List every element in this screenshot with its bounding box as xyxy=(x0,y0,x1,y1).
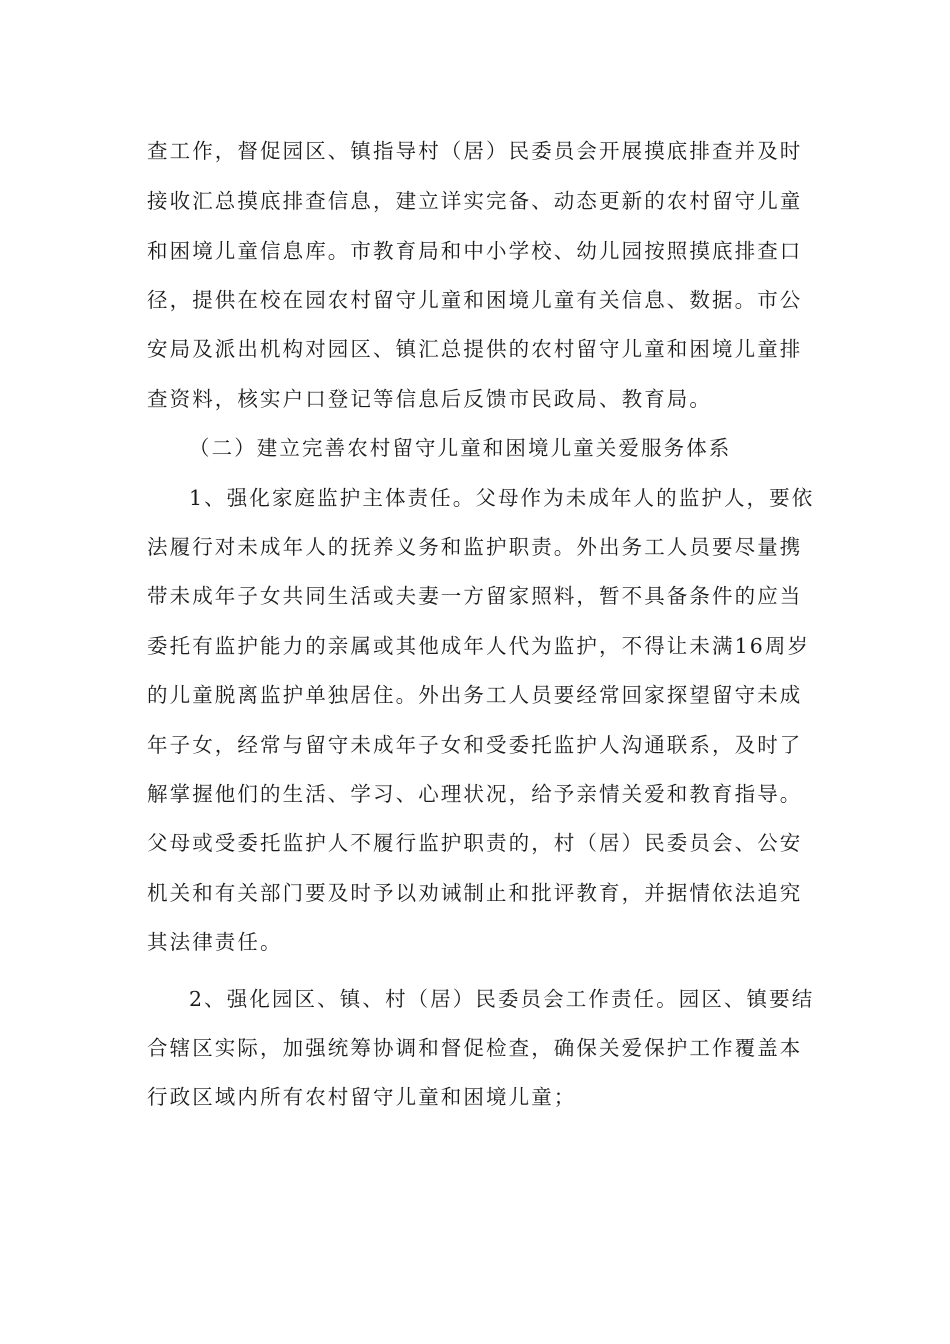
text-line: 查资料，核实户口登记等信息后反馈市民政局、教育局。 xyxy=(147,387,712,411)
text-line: 径，提供在校在园农村留守儿童和困境儿童有关信息、数据。市公 xyxy=(147,288,803,312)
text-line: 带未成年子女共同生活或夫妻一方留家照料，暂不具备条件的应当 xyxy=(147,584,803,608)
text-line: 安局及派出机构对园区、镇汇总提供的农村留守儿童和困境儿童排 xyxy=(147,337,803,361)
text-line: 机关和有关部门要及时予以劝诫制止和批评教育，并据情依法追究 xyxy=(147,881,803,905)
text-line: 接收汇总摸底排查信息，建立详实完备、动态更新的农村留守儿童 xyxy=(147,189,803,213)
text-line: 的儿童脱离监护单独居住。外出务工人员要经常回家探望留守未成 xyxy=(147,683,803,707)
text-line: 和困境儿童信息库。市教育局和中小学校、幼儿园按照摸底排查口 xyxy=(147,239,803,263)
text-line: 委托有监护能力的亲属或其他成年人代为监护，不得让未满16周岁 xyxy=(147,634,811,658)
text-line: 1、强化家庭监护主体责任。父母作为未成年人的监护人，要依 xyxy=(189,486,815,510)
text-line: 2、强化园区、镇、村（居）民委员会工作责任。园区、镇要结 xyxy=(189,987,815,1011)
text-line: 年子女，经常与留守未成年子女和受委托监护人沟通联系，及时了 xyxy=(147,733,803,757)
text-line: 行政区域内所有农村留守儿童和困境儿童； xyxy=(147,1085,577,1109)
section-heading: （二）建立完善农村留守儿童和困境儿童关爱服务体系 xyxy=(189,436,732,460)
text-line: 父母或受委托监护人不履行监护职责的，村（居）民委员会、公安 xyxy=(147,831,803,855)
text-line: 其法律责任。 xyxy=(147,930,283,954)
text-line: 法履行对未成年人的抚养义务和监护职责。外出务工人员要尽量携 xyxy=(147,535,803,559)
text-line: 查工作，督促园区、镇指导村（居）民委员会开展摸底排查并及时 xyxy=(147,139,803,163)
text-line: 解掌握他们的生活、学习、心理状况，给予亲情关爱和教育指导。 xyxy=(147,782,803,806)
text-line: 合辖区实际，加强统筹协调和督促检查，确保关爱保护工作覆盖本 xyxy=(147,1036,803,1060)
